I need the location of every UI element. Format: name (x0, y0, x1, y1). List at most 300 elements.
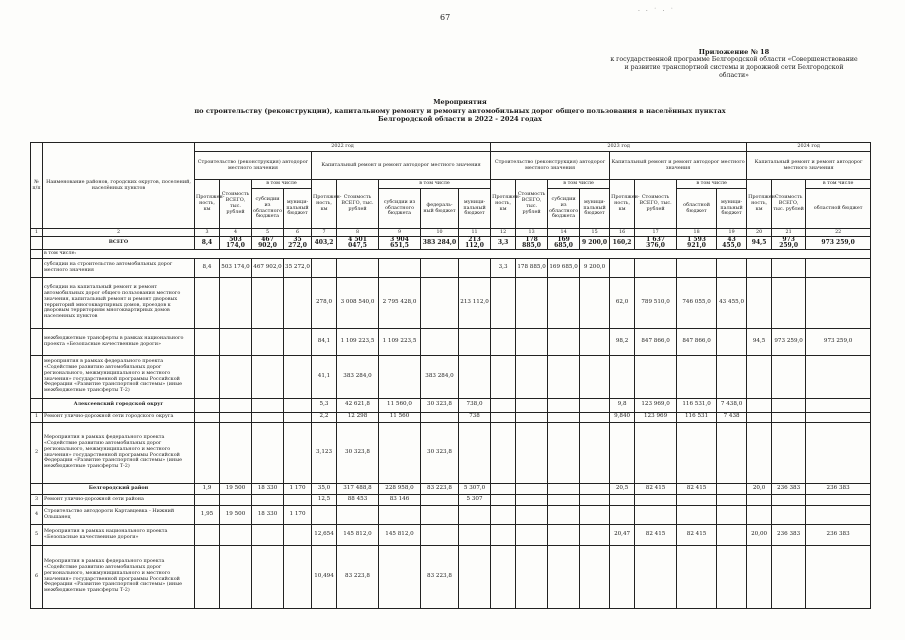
row-number: 5 (31, 524, 43, 545)
value-cell (459, 258, 491, 277)
value-cell (220, 328, 252, 355)
value-cell: 3 008 540,0 (337, 277, 379, 328)
table-row (31, 328, 871, 355)
value-cell (195, 524, 220, 545)
row-label: Строительство автодороги Картавцевка - Нижний Ольшанец (43, 505, 195, 524)
column-number: 4 (220, 229, 252, 237)
value-cell (421, 524, 459, 545)
value-cell: 317 488,8 (337, 483, 379, 494)
value-cell: 98,2 (610, 328, 635, 355)
value-cell (252, 355, 284, 398)
value-cell: 83 223,8 (421, 483, 459, 494)
value-cell: 11 560 (379, 412, 421, 422)
value-cell: 228 958,0 (379, 483, 421, 494)
table-row (31, 277, 871, 328)
row-label: субсидии на строительство автомобильных дорог местного значения (43, 258, 195, 277)
value-cell: 82 415 (677, 483, 717, 494)
value-cell: 5,3 (312, 398, 337, 412)
value-cell (548, 398, 580, 412)
header-cost: Стоимость ВСЕГО, тыс. рублей (337, 180, 379, 229)
value-cell (677, 355, 717, 398)
value-cell (284, 524, 312, 545)
value-cell (284, 328, 312, 355)
header-incl: в том числе (379, 180, 491, 189)
value-cell (516, 355, 548, 398)
value-cell: 20,0 (747, 483, 772, 494)
value-cell: 3 904 651,5 (379, 237, 421, 250)
value-cell (421, 505, 459, 524)
value-cell (516, 328, 548, 355)
value-cell (717, 505, 747, 524)
value-cell: 973 259,0 (806, 237, 871, 250)
value-cell (195, 422, 220, 483)
value-cell (220, 422, 252, 483)
header-regional: областной бюджет (806, 189, 871, 229)
header-incl: в том числе (252, 180, 312, 189)
value-cell (610, 494, 635, 505)
value-cell (379, 355, 421, 398)
header-length: Протяжен-ность, км (195, 180, 220, 229)
header-subsidy: субсидии из областного бюджета (548, 189, 580, 229)
value-cell (491, 545, 516, 608)
column-number: 15 (580, 229, 610, 237)
value-cell (717, 494, 747, 505)
value-cell (491, 277, 516, 328)
column-number: 5 (252, 229, 284, 237)
value-cell: 3,123 (312, 422, 337, 483)
appendix-line: и развитие транспортной системы и дорожной сети Белгородской (624, 64, 844, 71)
value-cell: 847 866,0 (635, 328, 677, 355)
value-cell (806, 277, 871, 328)
row-number: 1 (31, 412, 43, 422)
value-cell: 1 637 376,0 (635, 237, 677, 250)
value-cell (491, 524, 516, 545)
value-cell: 1,95 (195, 505, 220, 524)
value-cell (337, 258, 379, 277)
value-cell: 160,2 (610, 237, 635, 250)
value-cell (747, 545, 772, 608)
value-cell (772, 545, 806, 608)
value-cell: 1 593 921,0 (677, 237, 717, 250)
value-cell (747, 258, 772, 277)
value-cell: 82 415 (635, 483, 677, 494)
value-cell (195, 494, 220, 505)
value-cell (548, 524, 580, 545)
value-cell (580, 355, 610, 398)
header-incl: в том числе (677, 180, 747, 189)
table-row (31, 524, 871, 545)
value-cell (772, 505, 806, 524)
value-cell (491, 505, 516, 524)
value-cell: 84,1 (312, 328, 337, 355)
heading-line: Белгородской области в 2022 - 2024 годах (378, 115, 542, 123)
value-cell (421, 494, 459, 505)
value-cell (635, 494, 677, 505)
value-cell (806, 422, 871, 483)
value-cell: 383 284,0 (421, 355, 459, 398)
value-cell: 1,9 (195, 483, 220, 494)
value-cell: 123 969,0 (635, 398, 677, 412)
column-number: 12 (491, 229, 516, 237)
value-cell (772, 494, 806, 505)
header-cost: Стоимость ВСЕГО, тыс. рублей (635, 180, 677, 229)
value-cell: 88 453 (337, 494, 379, 505)
value-cell (220, 412, 252, 422)
value-cell: 43 455,0 (717, 277, 747, 328)
value-cell: 383 284,0 (337, 355, 379, 398)
value-cell (747, 422, 772, 483)
value-cell (717, 355, 747, 398)
value-cell (252, 545, 284, 608)
value-cell (635, 545, 677, 608)
column-number: 16 (610, 229, 635, 237)
row-number (31, 277, 43, 328)
value-cell (252, 277, 284, 328)
header-year-2024: 2024 год (747, 143, 871, 152)
column-number: 20 (747, 229, 772, 237)
value-cell: 169 685,0 (548, 258, 580, 277)
value-cell (421, 258, 459, 277)
value-cell: 973 259,0 (806, 328, 871, 355)
value-cell (491, 422, 516, 483)
header-municipal: муници-пальный бюджет (284, 189, 312, 229)
row-label: в том числе: (43, 249, 871, 258)
header-length: Протяжен-ность, км (747, 180, 772, 229)
value-cell: 82 415 (677, 524, 717, 545)
value-cell (516, 494, 548, 505)
value-cell (284, 398, 312, 412)
value-cell (195, 545, 220, 608)
appendix-block (599, 48, 869, 80)
value-cell (806, 355, 871, 398)
value-cell (379, 422, 421, 483)
table-row (31, 258, 871, 277)
value-cell: 1 170 (284, 483, 312, 494)
value-cell (635, 355, 677, 398)
value-cell (421, 412, 459, 422)
value-cell (772, 355, 806, 398)
table-row (31, 422, 871, 483)
header-incl: в том числе (548, 180, 610, 189)
column-number: 2 (43, 229, 195, 237)
header-length: Протяжен-ность, км (312, 180, 337, 229)
value-cell: 30 323,8 (337, 422, 379, 483)
value-cell: 178 885,0 (516, 258, 548, 277)
row-number (31, 237, 43, 250)
row-label: Мероприятия в рамках национального проекта «Безопасные качественные дороги» (43, 524, 195, 545)
row-label: Мероприятия в рамках федерального проекта «Содействие развитию автомобильных дорог регионального, межмуниципального и местного значения» государственной программы Российской Федерации «Развитие транспортной системы» (иные межбюджетные трансферты Т-2) (43, 545, 195, 608)
value-cell (252, 328, 284, 355)
value-cell (806, 412, 871, 422)
row-label: субсидии на капитальный ремонт и ремонт автомобильных дорог общего пользования местного значения, капитальный ремонт и ремонт дворовых территорий многоквартирных домов, проездов к дворовым территориям многоквартирных домов населенных пунктов (43, 277, 195, 328)
value-cell: 12 298 (337, 412, 379, 422)
value-cell: 82 415 (635, 524, 677, 545)
header-repair-2023: Капитальный ремонт и ремонт автодорог местного значения (610, 152, 747, 180)
value-cell: 236 383 (806, 483, 871, 494)
value-cell (548, 483, 580, 494)
value-cell: 94,5 (747, 237, 772, 250)
value-cell: 2 795 428,0 (379, 277, 421, 328)
value-cell (459, 524, 491, 545)
value-cell (806, 545, 871, 608)
value-cell (747, 355, 772, 398)
column-number: 1 (31, 229, 43, 237)
value-cell (491, 483, 516, 494)
header-repair-2024: Капитальный ремонт и ремонт автодорог местного значения (747, 152, 871, 180)
value-cell (195, 412, 220, 422)
value-cell: 1 109 223,5 (379, 328, 421, 355)
value-cell (610, 422, 635, 483)
value-cell (284, 412, 312, 422)
value-cell (677, 494, 717, 505)
value-cell: 503 174,0 (220, 237, 252, 250)
value-cell: 83 146 (379, 494, 421, 505)
value-cell (635, 422, 677, 483)
table-row (31, 505, 871, 524)
value-cell (747, 494, 772, 505)
column-number: 14 (548, 229, 580, 237)
value-cell (421, 328, 459, 355)
value-cell: 35 272,0 (284, 258, 312, 277)
row-number: 6 (31, 545, 43, 608)
column-number: 10 (421, 229, 459, 237)
value-cell (772, 277, 806, 328)
value-cell: 3,3 (491, 237, 516, 250)
column-number: 7 (312, 229, 337, 237)
value-cell: 236 383 (772, 483, 806, 494)
row-label: Мероприятия в рамках федерального проекта «Содействие развитию автомобильных дорог регионального, межмуниципального и местного значения» государственной программы Российской Федерации «Развитие транспортной системы» (иные межбюджетные трансферты Т-2) (43, 422, 195, 483)
value-cell (252, 494, 284, 505)
row-label: Ремонт улично-дорожной сети района (43, 494, 195, 505)
value-cell (772, 412, 806, 422)
column-number: 22 (806, 229, 871, 237)
value-cell: 847 866,0 (677, 328, 717, 355)
value-cell (284, 545, 312, 608)
value-cell (677, 258, 717, 277)
value-cell (195, 398, 220, 412)
value-cell (717, 524, 747, 545)
row-number: 4 (31, 505, 43, 524)
value-cell: 403,2 (312, 237, 337, 250)
header-num: № п/п (31, 143, 43, 229)
value-cell: 3,3 (491, 258, 516, 277)
value-cell: 973 259,0 (772, 328, 806, 355)
row-label: ВСЕГО (43, 237, 195, 250)
value-cell (548, 277, 580, 328)
value-cell (220, 355, 252, 398)
value-cell (516, 505, 548, 524)
value-cell (772, 422, 806, 483)
header-year-2023: 2023 год (491, 143, 747, 152)
row-number (31, 483, 43, 494)
value-cell: 8,4 (195, 258, 220, 277)
table-row (31, 545, 871, 608)
header-name: Наименование районов, городских округов, поселений, населённых пунктов (43, 143, 195, 229)
table-row (31, 483, 871, 494)
value-cell: 9,8 (610, 398, 635, 412)
value-cell: 5 307 (459, 494, 491, 505)
value-cell (747, 412, 772, 422)
value-cell (516, 524, 548, 545)
value-cell: 503 174,0 (220, 258, 252, 277)
column-number: 13 (516, 229, 548, 237)
value-cell: 4 501 047,5 (337, 237, 379, 250)
column-number: 17 (635, 229, 677, 237)
value-cell (548, 505, 580, 524)
value-cell: 236 383 (806, 524, 871, 545)
value-cell: 236 383 (772, 524, 806, 545)
value-cell: 12,5 (312, 494, 337, 505)
value-cell (806, 494, 871, 505)
value-cell: 145 812,0 (379, 524, 421, 545)
value-cell: 41,1 (312, 355, 337, 398)
value-cell (772, 258, 806, 277)
value-cell (610, 258, 635, 277)
value-cell (580, 412, 610, 422)
value-cell (491, 398, 516, 412)
value-cell: 83 223,8 (337, 545, 379, 608)
value-cell (284, 422, 312, 483)
header-length: Протяжен-ность, км (610, 180, 635, 229)
value-cell (491, 328, 516, 355)
column-number: 21 (772, 229, 806, 237)
value-cell: 18 330 (252, 483, 284, 494)
value-cell: 8,4 (195, 237, 220, 250)
value-cell: 213 112,0 (459, 237, 491, 250)
column-number: 8 (337, 229, 379, 237)
value-cell: 178 885,0 (516, 237, 548, 250)
value-cell (635, 505, 677, 524)
value-cell (747, 398, 772, 412)
value-cell: 9 200,0 (580, 258, 610, 277)
value-cell: 738 (459, 412, 491, 422)
value-cell (580, 545, 610, 608)
column-number-row (31, 229, 871, 237)
value-cell (516, 545, 548, 608)
value-cell: 18 330 (252, 505, 284, 524)
value-cell (717, 545, 747, 608)
value-cell: 42 621,8 (337, 398, 379, 412)
value-cell (747, 277, 772, 328)
header-incl: в том числе (806, 180, 871, 189)
value-cell (580, 494, 610, 505)
value-cell (610, 545, 635, 608)
value-cell (252, 412, 284, 422)
value-cell: 83 223,8 (421, 545, 459, 608)
row-label: мероприятия в рамках федерального проекта «Содействие развитию автомобильных дорог регионального, межмуниципального и местного значения» государственной программы Российской Федерации «Развитие транспортной системы» (иные межбюджетные трансферты Т-2) (43, 355, 195, 398)
value-cell (284, 277, 312, 328)
value-cell (516, 398, 548, 412)
value-cell: 43 455,0 (717, 237, 747, 250)
value-cell (195, 355, 220, 398)
value-cell (284, 355, 312, 398)
header-length: Протяжен-ность, км (491, 180, 516, 229)
value-cell (772, 398, 806, 412)
value-cell (491, 355, 516, 398)
value-cell (459, 505, 491, 524)
value-cell (379, 545, 421, 608)
value-cell (337, 505, 379, 524)
value-cell (806, 505, 871, 524)
scan-marks: · · ˙ · ˙ (638, 8, 676, 15)
value-cell: 738,0 (459, 398, 491, 412)
value-cell (220, 524, 252, 545)
row-number: 2 (31, 422, 43, 483)
value-cell (252, 398, 284, 412)
value-cell (421, 277, 459, 328)
value-cell: 213 112,0 (459, 277, 491, 328)
value-cell: 1 109 223,5 (337, 328, 379, 355)
value-cell: 62,0 (610, 277, 635, 328)
value-cell: 19 500 (220, 483, 252, 494)
appendix-line: к государственной программе Белгородской области «Совершенствование (610, 56, 858, 63)
value-cell: 9,840 (610, 412, 635, 422)
value-cell: 9 200,0 (580, 237, 610, 250)
appendix-line: области» (719, 72, 749, 79)
value-cell: 145 812,0 (337, 524, 379, 545)
value-cell (220, 277, 252, 328)
value-cell: 278,0 (312, 277, 337, 328)
table-row (31, 412, 871, 422)
value-cell (516, 422, 548, 483)
header-cost: Стоимость ВСЕГО, тыс. рублей (516, 180, 548, 229)
header-subsidy: субсидии из областного бюджета (252, 189, 284, 229)
header-construction-2022: Строительство (реконструкция) автодорог местного значения (195, 152, 312, 180)
value-cell (459, 545, 491, 608)
value-cell: 467 902,0 (252, 258, 284, 277)
value-cell: 123 969 (635, 412, 677, 422)
heading-title: Мероприятия (433, 98, 487, 106)
row-label: Белгородский район (43, 483, 195, 494)
value-cell: 383 284,0 (421, 237, 459, 250)
value-cell (516, 483, 548, 494)
value-cell: 35,0 (312, 483, 337, 494)
value-cell: 30 323,8 (421, 422, 459, 483)
value-cell (491, 412, 516, 422)
value-cell (548, 328, 580, 355)
header-construction-2023: Строительство (реконструкция) автодорог местного значения (491, 152, 610, 180)
value-cell (459, 422, 491, 483)
value-cell: 169 685,0 (548, 237, 580, 250)
value-cell (516, 277, 548, 328)
value-cell (580, 505, 610, 524)
value-cell: 10,494 (312, 545, 337, 608)
column-number: 3 (195, 229, 220, 237)
value-cell (548, 355, 580, 398)
value-cell: 19 500 (220, 505, 252, 524)
column-number: 9 (379, 229, 421, 237)
heading-line: по строительству (реконструкции), капитальному ремонту и ремонту автомобильных дорог общего пользования в населённых пунктах (194, 106, 726, 115)
row-number (31, 249, 43, 258)
value-cell: 11 560,0 (379, 398, 421, 412)
value-cell: 116 531,0 (677, 398, 717, 412)
value-cell (610, 505, 635, 524)
value-cell (220, 545, 252, 608)
value-cell: 7 438 (717, 412, 747, 422)
value-cell (548, 545, 580, 608)
value-cell (580, 277, 610, 328)
value-cell: 94,5 (747, 328, 772, 355)
table-row (31, 237, 871, 250)
value-cell (459, 328, 491, 355)
column-number: 6 (284, 229, 312, 237)
value-cell (580, 328, 610, 355)
value-cell (516, 412, 548, 422)
value-cell (747, 505, 772, 524)
value-cell: 5 307,0 (459, 483, 491, 494)
value-cell: 12,654 (312, 524, 337, 545)
row-number (31, 398, 43, 412)
